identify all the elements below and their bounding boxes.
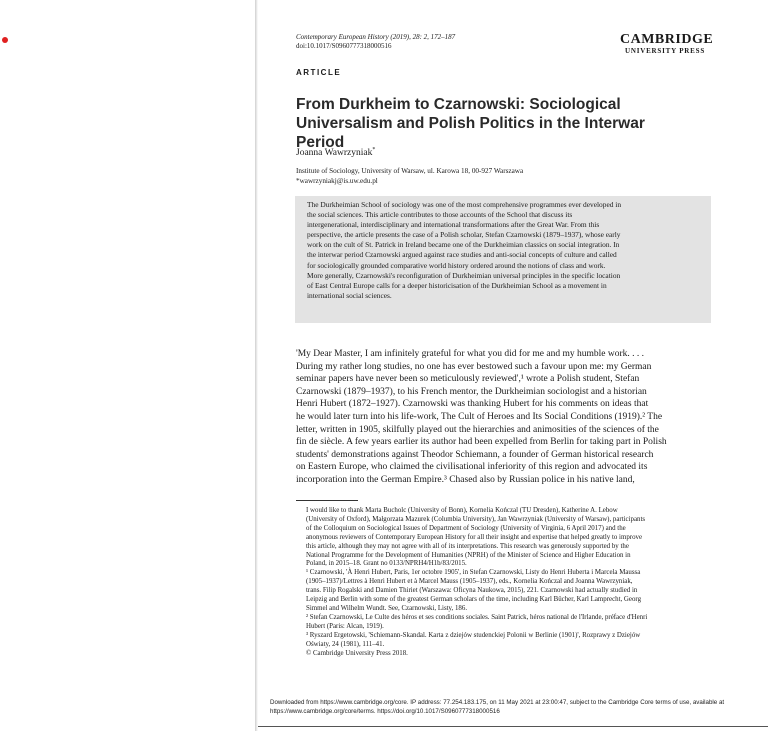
abstract-line: international social sciences.	[307, 290, 392, 300]
footnote-line: Hubert (Paris: Alcan, 1919).	[306, 622, 384, 630]
abstract-line: perspective, the article presents the case of a Polish scholar, Stefan Czarnowski (1879–1937), whose early	[307, 230, 621, 240]
doi-text: doi:10.1017/S0960777318000516	[296, 42, 392, 50]
footnote-rule	[296, 500, 358, 501]
footnotes	[296, 507, 710, 658]
journal-reference: Contemporary European History (2019), 28: 2, 172–187	[296, 33, 456, 41]
body-line: on Eastern Europe, who claimed the civilisational inferiority of this region and advocated its	[296, 462, 648, 473]
logo-line-1: CAMBRIDGE	[620, 32, 714, 47]
author-name-text: Joanna Wawrzyniak	[296, 148, 373, 159]
footnote-line: Oświaty, 24 (1981), 111–41.	[306, 640, 385, 648]
logo-line-2: UNIVERSITY PRESS	[624, 47, 706, 55]
body-line: 'My Dear Master, I am infinitely grateful for what you did for me and my humble work. . . .	[296, 349, 644, 359]
abstract-line: for sociologically grounded comparative world history ordered around the notions of class and work.	[307, 260, 606, 270]
footnote-line: I would like to thank Marta Bucholc (University of Bonn), Kornelia Kończal (TU Dresden), Katherine A. Lebow	[306, 507, 618, 514]
author-mark: *	[372, 147, 376, 153]
footnote-line: ³ Ryszard Ergetowski, 'Schiemann-Skandal. Karta z dziejów studenckiej Polonii w Berlinie (1901)', Rozprawy z Dziejów	[306, 631, 641, 639]
footnote-line: Simmel and Wilhelm Wundt. See, Czarnowski, Listy, 186.	[306, 604, 468, 612]
body-line: students' demonstrations against Theodor Schiemann, a founder of German historical research	[296, 449, 654, 460]
abstract-line: work on the cult of St. Patrick in Ireland became one of the Durkheimian classics on social integration. In	[307, 240, 620, 250]
red-marker-dot	[2, 37, 8, 43]
body-line: incorporation into the German Empire.³ Chased also by Russian police in his native land,	[296, 474, 635, 485]
abstract-line: intergenerational, interdisciplinary and international transformations after the Great War. From this	[307, 220, 600, 230]
body-text	[296, 348, 710, 487]
copyright-line: © Cambridge University Press 2018.	[306, 649, 408, 657]
download-line: https://www.cambridge.org/core/terms. https://doi.org/10.1017/S0960777318000516	[270, 708, 500, 715]
body-line: fin de siècle. A few years earlier its author had been expelled from Berlin for taking part in Polish	[296, 437, 667, 448]
abstract-line: the interwar period Czarnowski argued against race studies and anti-social concepts of culture and called	[307, 250, 617, 260]
body-line: seminar papers have never been so meticulously reviewed',¹ wrote a Polish student, Stefan	[296, 374, 640, 385]
title-line-1: From Durkheim to Czarnowski: Sociological	[296, 96, 621, 113]
footnote-line: (1905–1937)/Lettres à Henri Hubert et à Marcel Mauss (1905–1937), eds., Kornelia Kończal and Joanna Wawrzyniak,	[306, 578, 633, 586]
footnote-line: of the Colloquium on Sociological Issues of Department of Sociology (University of Virginia, 6 April 2017) and the	[306, 524, 626, 532]
footnote-line: this article, although they may not agree with all of its interpretations. This research was generously supported by the	[306, 542, 629, 550]
body-line: letter, written in 1905, skilfully played out the hierarchies and animosities of the sciences of the	[296, 424, 659, 435]
abstract-line: of East Central Europe calls for a deeper historicisation of the Durkheimian School as a movement in	[307, 280, 607, 290]
affiliation-email: *wawrzyniakj@is.uw.edu.pl	[296, 177, 378, 185]
author-name	[296, 147, 375, 158]
abstract-line: The Durkheimian School of sociology was one of the most comprehensive programmes ever developed in	[307, 200, 622, 209]
title-line-2: Universalism and Polish Politics in the Interwar Period	[296, 115, 645, 151]
abstract-box	[295, 196, 711, 323]
article-label: ARTICLE	[296, 68, 342, 77]
body-line: During my rather long studies, no one has ever bestowed such a favour upon me: my German	[296, 361, 652, 372]
paper-title	[296, 95, 696, 152]
affiliation-institute: Institute of Sociology, University of Warsaw, ul. Karowa 18, 00-927 Warszawa	[296, 167, 524, 175]
footnote-line: ² Stefan Czarnowski, Le Culte des héros et ses conditions sociales. Saint Patrick, héros national de l'Irlande, préface d'Henri	[306, 613, 648, 621]
download-notice	[270, 698, 765, 716]
body-line: Czarnowski (1879–1937), to his French mentor, the Durkheimian sociologist and a historian	[296, 386, 647, 397]
abstract-line: More generally, Czarnowski's reconfiguration of Durkheimian universal principles in the specific location	[307, 270, 621, 280]
abstract-line: the social sciences. This article contributes to those accounts of the School that discuss its	[307, 210, 573, 220]
footnote-line: (University of Oxford), Małgorzata Mazurek (Columbia University), Jan Wawrzyniak (University of Warsaw), participants	[306, 515, 646, 523]
footnote-line: National Programme for the Development of Humanities (NPRH) of the Minister of Science and Higher Education in	[306, 551, 631, 559]
footnote-line: Poland, in 2015–18. Grant no 0133/NPRH4/H1b/83/2015.	[306, 560, 467, 568]
download-line: Downloaded from https://www.cambridge.org/core. IP address: 77.254.183.175, on 11 May 2021 at 23:00:47, subject to the Cambridge Core terms of use, available at	[270, 699, 725, 706]
body-line: Henri Hubert (1872–1927). Czarnowski was thanking Hubert for his comments on ideas that	[296, 399, 649, 410]
footnote-line: trans. Filip Rogalski and Damien Thiriet (Warszawa: Oficyna Naukowa, 2015), 221. Czarnowski had actually studied in	[306, 587, 638, 595]
footnote-line: Leipzig and Berlin with some of the greatest German scholars of the time, including Karl Bücher, Karl Lamprecht, Georg	[306, 596, 642, 604]
affiliation	[296, 166, 523, 186]
left-margin	[0, 0, 255, 731]
footnote-line: ¹ Czarnowski, 'À Henri Hubert, Paris, 1er octobre 1905', in Stefan Czarnowski, Listy do Henri Huberta i Marcela Maussa	[306, 569, 641, 577]
footnote-line: anonymous reviewers of Contemporary European History for all their insight and expertise that helped greatly to improve	[306, 533, 643, 541]
bottom-rule	[258, 726, 768, 727]
body-line: he would later turn into his life-work, The Cult of Heroes and Its Social Conditions (1919).² The	[296, 411, 663, 422]
cambridge-logo	[620, 32, 714, 56]
